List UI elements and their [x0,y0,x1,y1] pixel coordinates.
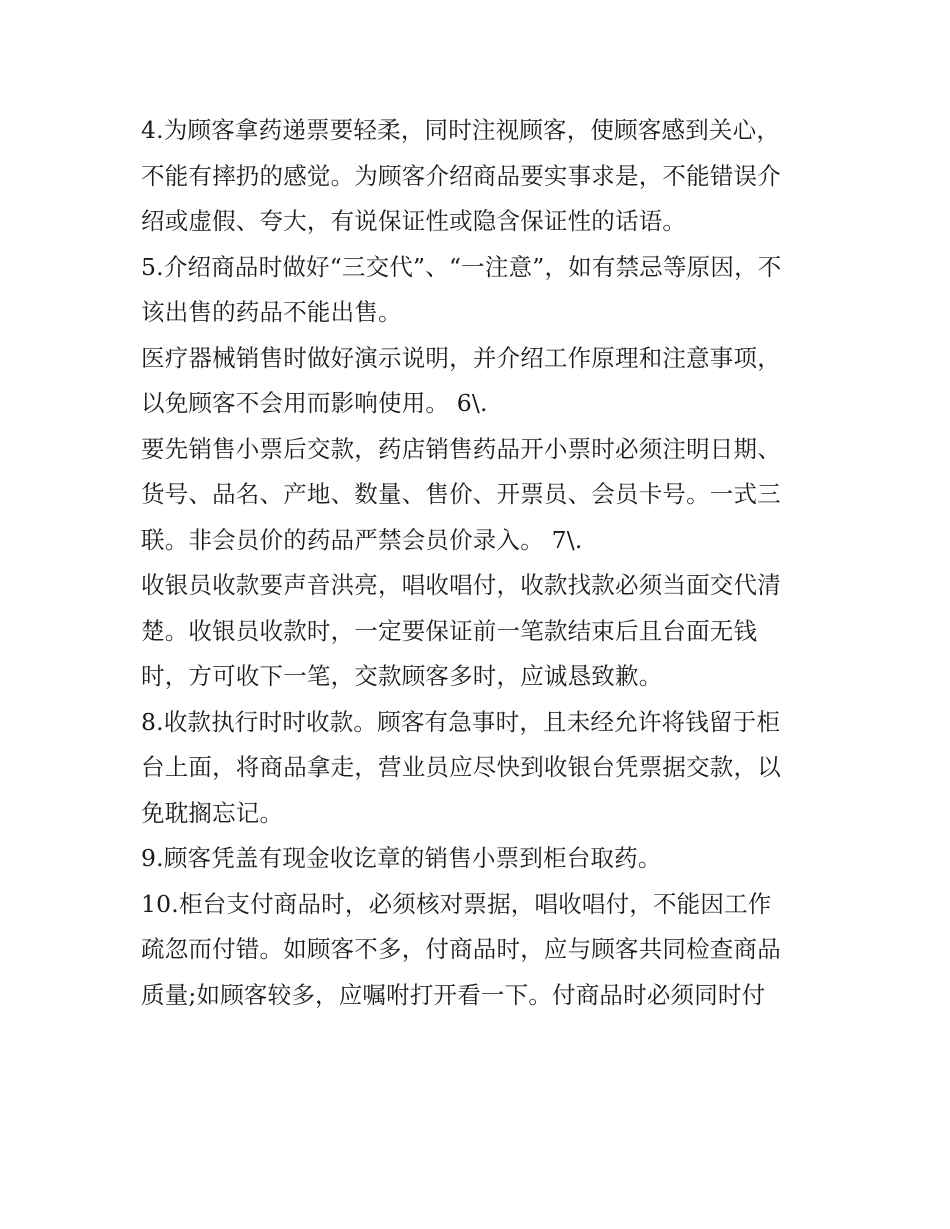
text-line: 台上面，将商品拿走，营业员应尽快到收银台凭票据交款，以 [141,753,781,781]
text-line: 免耽搁忘记。 [141,798,284,827]
text-line: 以免顾客不会用而影响使用。 6\. [141,389,488,417]
text-line: 疏忽而付错。如顾客不多，付商品时，应与顾客共同检查商品 [141,935,781,963]
document-body [141,108,821,1018]
text-line: 医疗器械销售时做好演示说明，并介绍工作原理和注意事项， [141,343,781,372]
text-line: 绍或虚假、夸大，有说保证性或隐含保证性的话语。 [141,207,687,235]
text-line: 收银员收款要声音洪亮，唱收唱付，收款找款必须当面交代清 [141,571,781,599]
text-line: 5.介绍商品时做好“三交代”、“一注意”，如有禁忌等原因，不 [141,252,782,281]
text-line: 9.顾客凭盖有现金收讫章的销售小票到柜台取药。 [141,844,662,872]
text-line: 该出售的药品不能出售。 [141,298,402,326]
text-line: 8.收款执行时时收款。顾客有急事时，且未经允许将钱留于柜 [141,707,781,736]
text-line: 货号、品名、产地、数量、售价、开票员、会员卡号。一式三 [141,480,781,508]
text-line: 时，方可收下一笔，交款顾客多时，应诚恳致歉。 [141,662,663,690]
text-line: 不能有摔扔的感觉。为顾客介绍商品要实事求是，不能错误介 [141,161,781,190]
text-line: 要先销售小票后交款，药店销售药品开小票时必须注明日期、 [141,434,781,463]
text-line: 4.为顾客拿药递票要轻柔，同时注视顾客，使顾客感到关心， [141,116,781,144]
text-line: 质量;如顾客较多，应嘱咐打开看一下。付商品时必须同时付 [141,980,766,1009]
text-line: 10.柜台支付商品时，必须核对票据，唱收唱付，不能因工作 [141,889,772,918]
text-line: 楚。收银员收款时，一定要保证前一笔款结束后且台面无钱 [141,616,758,645]
text-line: 联。非会员价的药品严禁会员价录入。 7\. [141,525,583,554]
